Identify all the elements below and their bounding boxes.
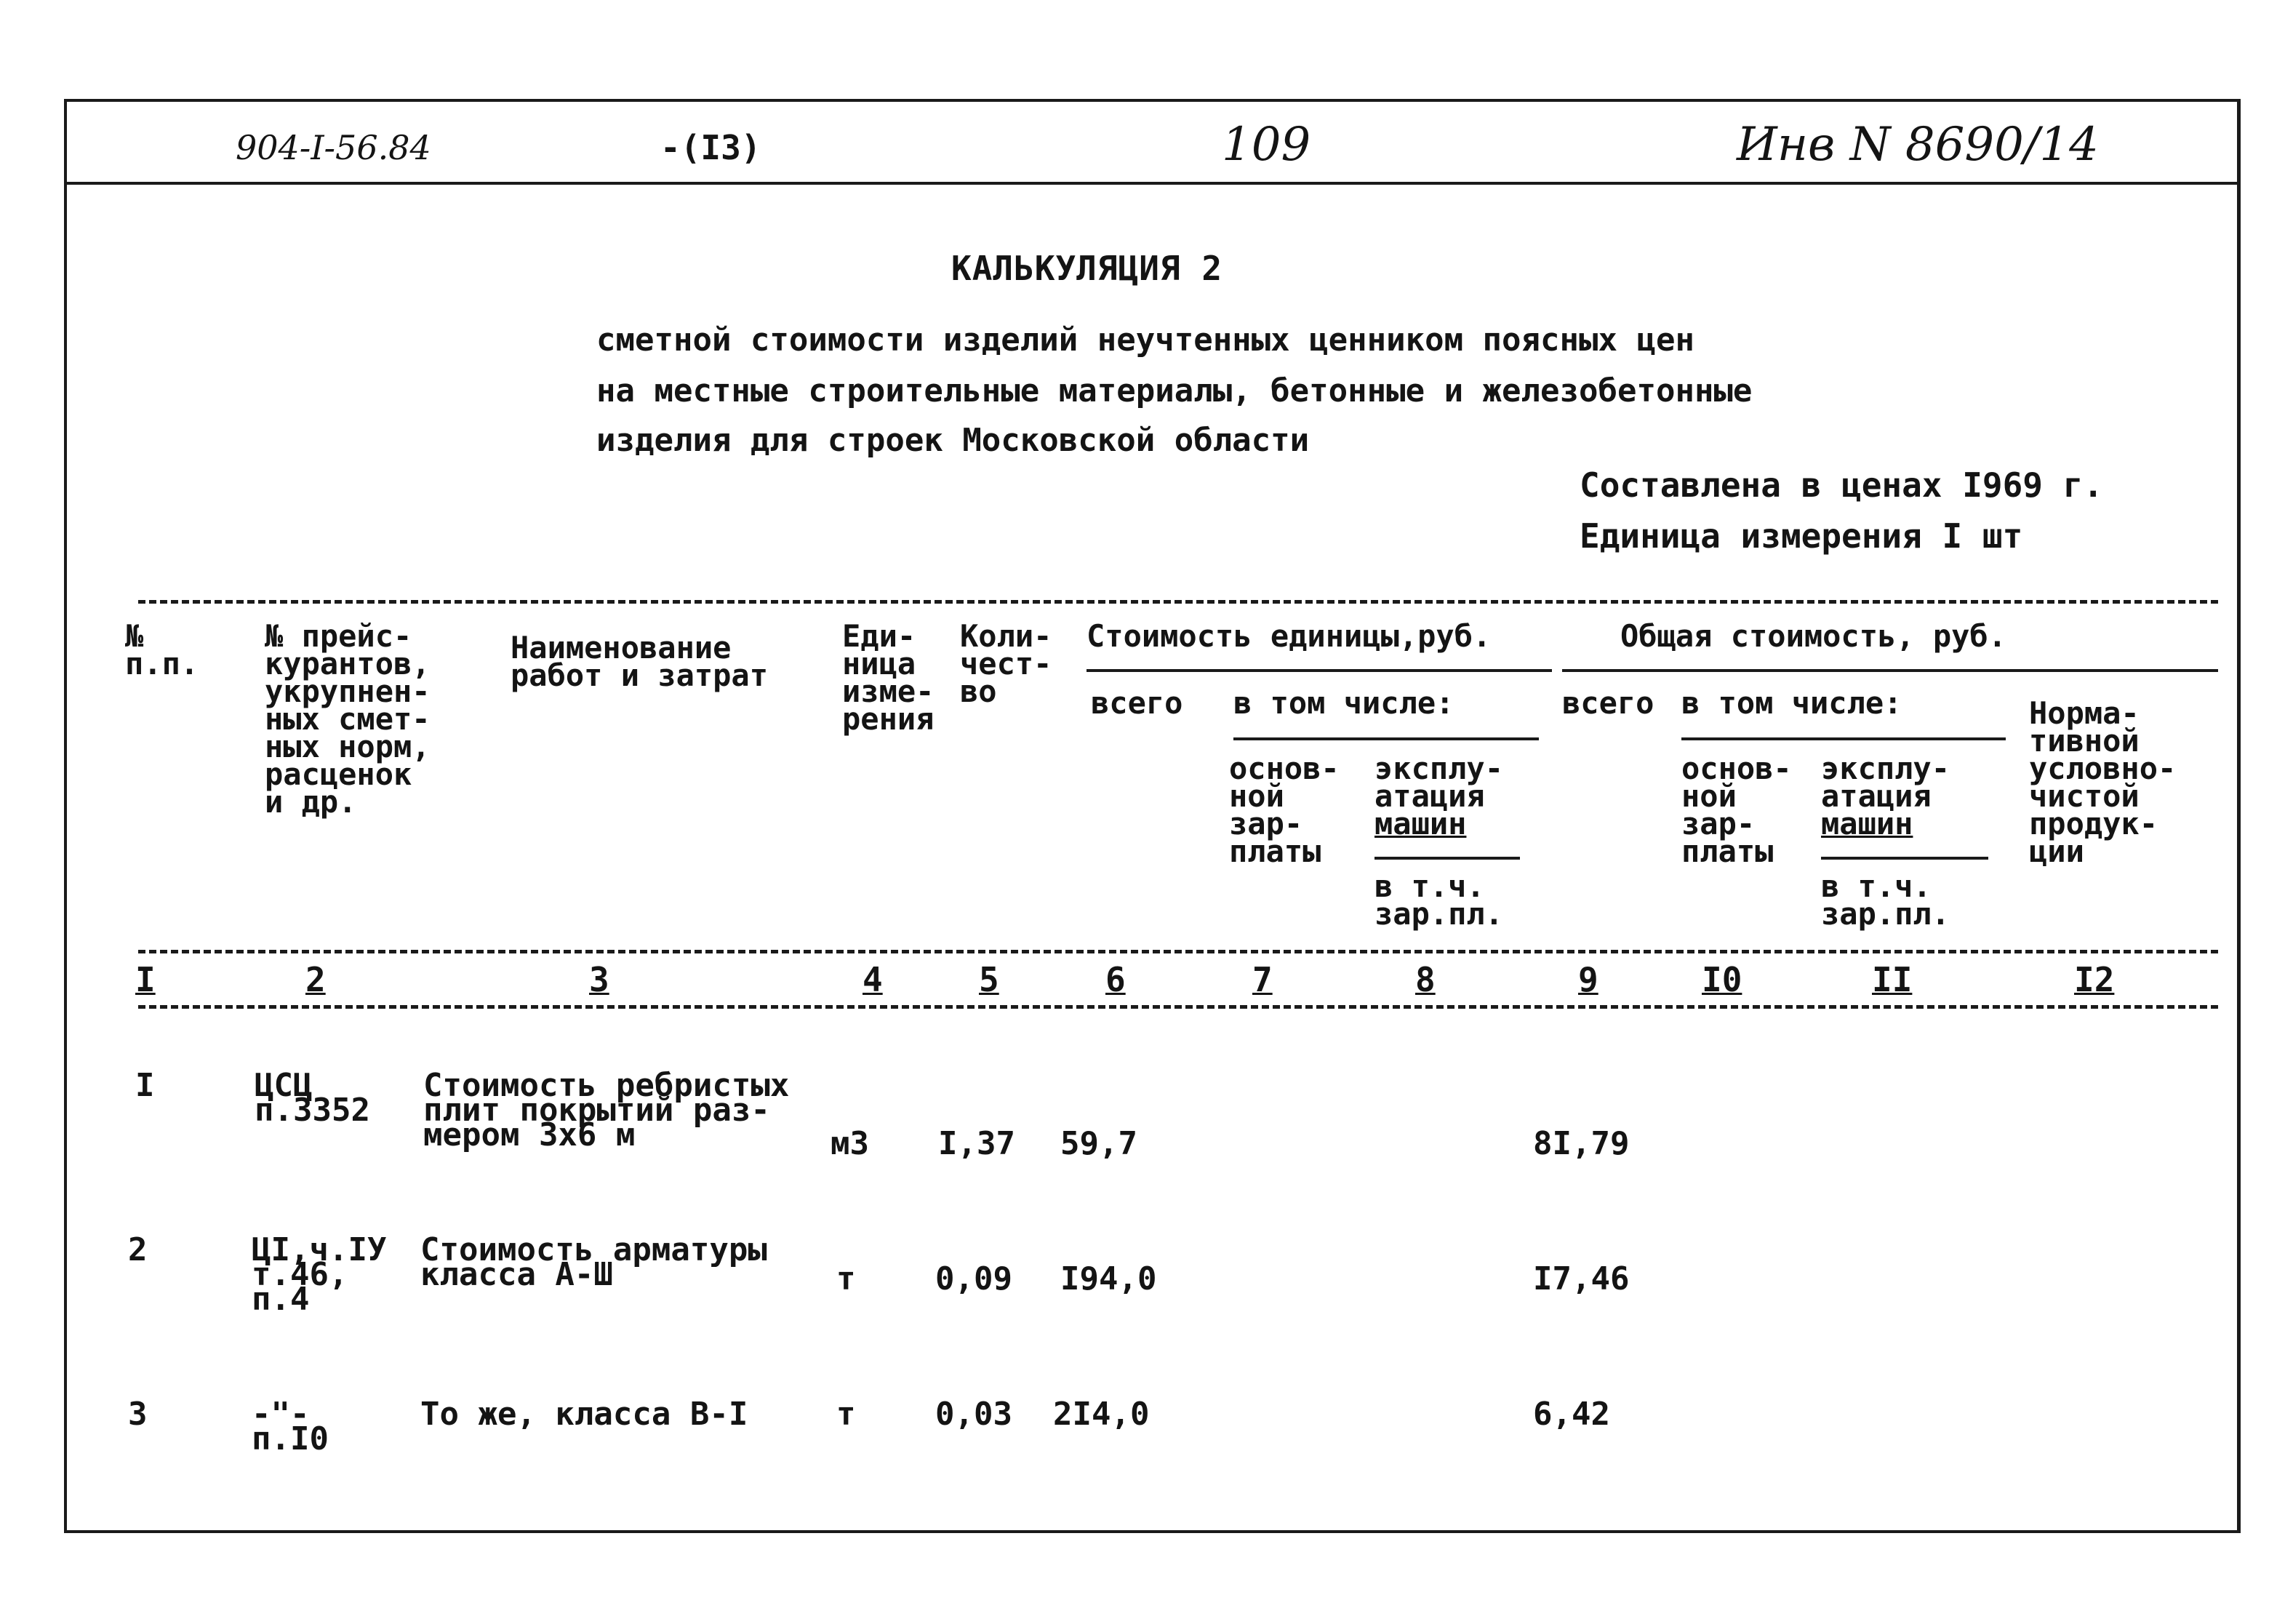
header-unit-cost-total: всего	[1091, 685, 1183, 721]
header-total-cost-machines: машин	[1821, 806, 1913, 841]
sheet-number: -(I3)	[660, 128, 761, 167]
header-num: № п.п.	[125, 618, 199, 681]
unit-of-measure-line: Единица измерения I шт	[1580, 516, 2023, 556]
doc-code: 904-I-56.84	[236, 128, 431, 167]
row-num: I	[135, 1067, 155, 1104]
row-name: Стоимость арматуры класса А-Ш	[420, 1231, 767, 1293]
rule-total-cost-including	[1681, 737, 2006, 740]
header-total-cost-base-wage: основ- ной зар- платы	[1681, 751, 1792, 869]
rule-unit-cost-including	[1233, 737, 1539, 740]
column-number: I2	[2074, 960, 2115, 999]
row-ref: -"- п.I0	[252, 1396, 329, 1457]
row-unit: м3	[831, 1125, 869, 1162]
column-number: 6	[1105, 960, 1126, 999]
header-total-cost-machine-wage: в т.ч. зар.пл.	[1821, 868, 1950, 932]
header-total-cost-including: в том числе:	[1681, 685, 1902, 721]
header-normative: Норма- тивной условно- чистой продук- ции	[2029, 695, 2177, 869]
rule-total-cost-machines	[1821, 857, 1988, 860]
header-bottom-rule	[138, 950, 2218, 953]
column-number: 3	[589, 960, 609, 999]
rule-unit-cost-machines	[1374, 857, 1520, 860]
column-number: 7	[1252, 960, 1273, 999]
column-number: 5	[979, 960, 999, 999]
row-total-cost: 8I,79	[1533, 1125, 1630, 1162]
rule-unit-cost-group	[1087, 669, 1552, 672]
header-strip	[64, 116, 2238, 185]
header-unit: Еди- ница изме- рения	[842, 618, 935, 737]
row-qty: 0,03	[935, 1396, 1012, 1433]
row-qty: I,37	[938, 1125, 1015, 1162]
column-number: 2	[305, 960, 326, 999]
header-total-cost-total: всего	[1562, 685, 1654, 721]
subtitle-line-3: изделия для строек Московской области	[596, 422, 1310, 459]
row-unit: т	[836, 1260, 856, 1297]
column-number: 8	[1415, 960, 1436, 999]
header-name: Наименование работ и затрат	[511, 630, 769, 693]
subtitle-line-1: сметной стоимости изделий неучтенных ценником поясных цен	[596, 321, 1694, 359]
page-frame	[64, 99, 2241, 1533]
row-name: То же, класса В-I	[420, 1396, 748, 1433]
row-ref: ЦI,ч.IУ т.46, п.4	[252, 1231, 387, 1318]
column-number: I0	[1702, 960, 1742, 999]
column-number: I	[135, 960, 156, 999]
column-number: 9	[1578, 960, 1598, 999]
header-unit-cost-machine-use: эксплу- атация	[1374, 751, 1504, 814]
column-numbers-bottom-rule	[138, 1005, 2218, 1009]
table-top-rule	[138, 600, 2218, 604]
row-unit-cost: 2I4,0	[1053, 1396, 1150, 1433]
column-number: 4	[863, 960, 883, 999]
row-num: 2	[128, 1231, 148, 1268]
row-unit: т	[836, 1396, 856, 1433]
header-qty: Коли- чест- во	[960, 618, 1052, 709]
header-total-cost-machine-use: эксплу- атация	[1821, 751, 1950, 814]
row-ref: ЦСЦ п.3352	[255, 1067, 370, 1129]
subtitle-line-2: на местные строительные материалы, бетонные и железобетонные	[596, 372, 1753, 409]
header-total-cost-group: Общая стоимость, руб.	[1620, 618, 2007, 654]
row-name: Стоимость ребристых плит покрытий раз- мером 3х6 м	[423, 1067, 790, 1153]
row-num: 3	[128, 1396, 148, 1433]
row-qty: 0,09	[935, 1260, 1012, 1297]
document-title: КАЛЬКУЛЯЦИЯ 2	[951, 249, 1223, 288]
rule-total-cost-group	[1562, 669, 2218, 672]
row-total-cost: I7,46	[1533, 1260, 1630, 1297]
header-ref: № прейс- курантов, укрупнен- ных смет- ных норм, расценок и др.	[265, 618, 431, 820]
column-number: II	[1872, 960, 1913, 999]
row-unit-cost: 59,7	[1060, 1125, 1137, 1162]
page-number: 109	[1222, 118, 1311, 172]
prices-year-line: Составлена в ценах I969 г.	[1580, 465, 2104, 505]
inventory-number: Инв N 8690/14	[1737, 118, 2099, 172]
header-unit-cost-base-wage: основ- ной зар- платы	[1229, 751, 1340, 869]
header-unit-cost-machines: машин	[1374, 806, 1467, 841]
header-unit-cost-including: в том числе:	[1233, 685, 1454, 721]
row-total-cost: 6,42	[1533, 1396, 1610, 1433]
row-unit-cost: I94,0	[1060, 1260, 1157, 1297]
header-unit-cost-group: Стоимость единицы,руб.	[1087, 618, 1492, 654]
header-unit-cost-machine-wage: в т.ч. зар.пл.	[1374, 868, 1504, 932]
